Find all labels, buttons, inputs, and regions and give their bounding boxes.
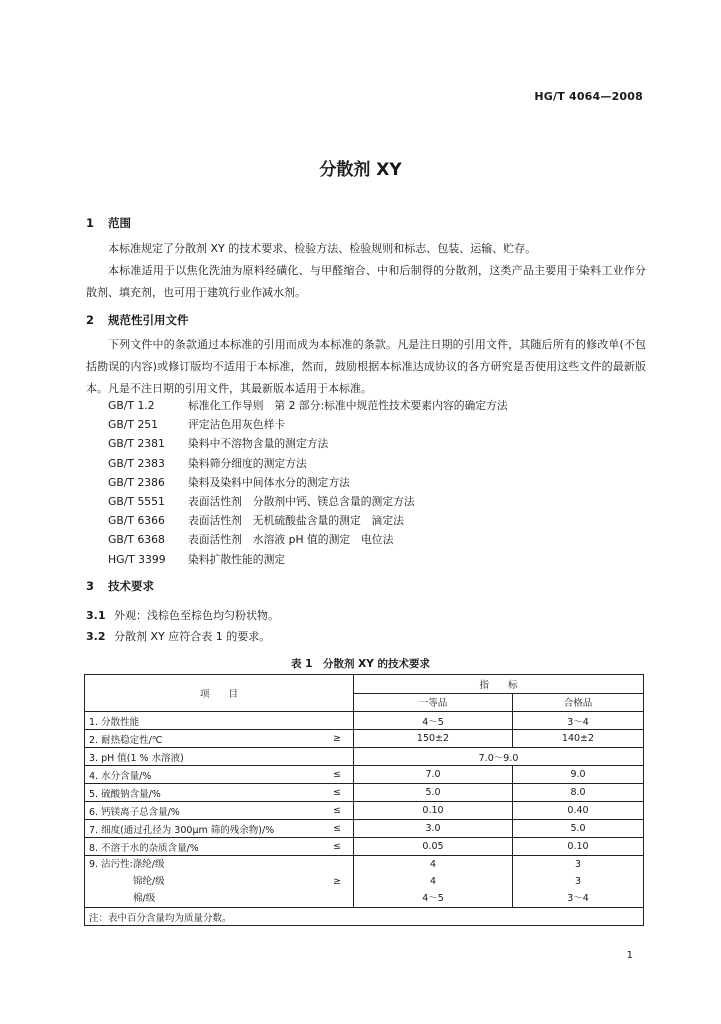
section-number: 2 [86, 313, 95, 327]
header-qualified: 合格品 [513, 693, 644, 712]
row-symbol: ≤ [321, 802, 354, 820]
section-title: 范围 [108, 216, 131, 230]
table-header-row [85, 675, 644, 694]
reference-item [108, 511, 508, 530]
staining-nylon: 锦纶/级 [133, 876, 165, 887]
table-row [85, 802, 644, 820]
table-row [85, 784, 644, 802]
reference-code: GB/T 2383 [108, 456, 165, 470]
row-symbol: ≤ [321, 820, 354, 838]
table-row [85, 766, 644, 784]
row-first-grade: 3.0 [354, 820, 513, 838]
staining-value: 4～5 [422, 893, 444, 904]
table-row [85, 712, 644, 730]
reference-title: 染料及染料中间体水分的测定方法 [188, 475, 350, 489]
row-item: 7. 细度(通过孔径为 300μm 筛的残余物)/% [85, 820, 322, 838]
row-first-grade [354, 856, 513, 908]
scope-paragraph-2: 本标准适用于以焦化洗油为原料经磺化、与甲醛缩合、中和后制得的分散剂，这类产品主要用于染料工业作分散剂、填充剂，也可用于建筑行业作减水剂。 [86, 264, 646, 299]
reference-title: 表面活性剂 分散剂中钙、镁总含量的测定方法 [188, 495, 415, 509]
reference-title: 表面活性剂 无机硫酸盐含量的测定 滴定法 [188, 514, 404, 528]
reference-item [108, 473, 508, 492]
row-first-grade: 0.05 [354, 838, 513, 856]
staining-value: 4 [429, 859, 437, 870]
clause-number: 3.2 [86, 630, 106, 643]
table-row-ph [85, 748, 644, 766]
header-item: 项 目 [85, 675, 354, 712]
standard-code: HG/T 4064—2008 [534, 90, 643, 103]
reference-code: GB/T 6366 [108, 514, 165, 528]
staining-polyester: 9. 沾污性:涤纶/级 [89, 859, 165, 870]
table-row [85, 838, 644, 856]
reference-item [108, 550, 508, 569]
row-symbol: ≥ [321, 730, 354, 748]
scope-paragraph-1: 本标准规定了分散剂 XY 的技术要求、检验方法、检验规则和标志、包装、运输、贮存。 [108, 242, 537, 255]
table-caption: 表 1 分散剂 XY 的技术要求 [291, 658, 430, 670]
requirement-3-1 [86, 607, 279, 623]
requirement-3-2 [86, 628, 270, 644]
row-symbol: ≥ [321, 856, 354, 908]
reference-code: GB/T 1.2 [108, 399, 155, 412]
reference-title: 染料中不溶物含量的测定方法 [188, 437, 329, 451]
row-qualified: 0.10 [513, 838, 644, 856]
section-heading-scope [86, 215, 131, 231]
reference-item [108, 396, 508, 415]
spec-table [84, 674, 644, 926]
table-note-row [85, 908, 644, 926]
table-row-staining [85, 856, 644, 908]
staining-value: 3～4 [567, 893, 589, 904]
page-number: 1 [626, 950, 633, 961]
table-row [85, 730, 644, 748]
row-first-grade: 0.10 [354, 802, 513, 820]
reference-item [108, 454, 508, 473]
staining-value: 4 [429, 876, 437, 887]
reference-title: 染料筛分细度的测定方法 [188, 456, 307, 470]
section-heading-requirements [86, 578, 154, 594]
reference-list [108, 396, 508, 569]
reference-code: GB/T 5551 [108, 495, 165, 509]
row-item: 3. pH 值(1 % 水溶液) [85, 748, 322, 766]
section-heading-references [86, 312, 189, 328]
row-ph-value: 7.0～9.0 [354, 748, 644, 766]
reference-title: 评定沾色用灰色样卡 [188, 418, 286, 432]
row-item: 5. 硫酸钠含量/% [85, 784, 322, 802]
reference-item [108, 434, 508, 453]
row-item: 2. 耐热稳定性/℃ [85, 730, 322, 748]
table-row [85, 820, 644, 838]
section-number: 1 [86, 216, 95, 230]
row-item: 8. 不溶于水的杂质含量/% [85, 838, 322, 856]
reference-title: 染料扩散性能的测定 [188, 552, 286, 566]
staining-cotton: 棉/级 [133, 893, 156, 904]
staining-value: 3 [574, 876, 582, 887]
row-symbol [321, 748, 354, 766]
reference-code: GB/T 6368 [108, 533, 165, 547]
row-symbol: ≤ [321, 766, 354, 784]
row-first-grade: 150±2 [354, 730, 513, 748]
row-item: 1. 分散性能 [85, 712, 322, 730]
document-title: 分散剂 XY [319, 160, 402, 180]
row-qualified: 0.40 [513, 802, 644, 820]
reference-code: GB/T 2381 [108, 437, 165, 451]
reference-item [108, 530, 508, 549]
row-first-grade: 7.0 [354, 766, 513, 784]
header-first-grade: 一等品 [354, 693, 513, 712]
row-item: 4. 水分含量/% [85, 766, 322, 784]
reference-code: HG/T 3399 [108, 552, 166, 566]
row-qualified: 140±2 [513, 730, 644, 748]
row-qualified [513, 856, 644, 908]
references-paragraph: 下列文件中的条款通过本标准的引用而成为本标准的条款。凡是注日期的引用文件，其随后所有的修改单(不包括勘误的内容)或修订版均不适用于本标准，然而，鼓励根据本标准达成协议的各方研究是否使用这些文件的最新版本。凡是不注日期的引用文件，其最新版本适用于本标准。 [86, 338, 646, 395]
section-title: 技术要求 [108, 579, 154, 593]
reference-item [108, 415, 508, 434]
row-symbol: ≤ [321, 838, 354, 856]
row-first-grade: 4～5 [354, 712, 513, 730]
row-symbol: ≤ [321, 784, 354, 802]
row-symbol [321, 712, 354, 730]
row-qualified: 9.0 [513, 766, 644, 784]
reference-code: GB/T 251 [108, 418, 159, 432]
clause-text: 分散剂 XY 应符合表 1 的要求。 [114, 630, 271, 643]
section-title: 规范性引用文件 [108, 313, 189, 327]
row-item [85, 856, 322, 908]
reference-code: GB/T 2386 [108, 475, 165, 489]
clause-text: 外观：浅棕色至棕色均匀粉状物。 [114, 609, 279, 622]
table-note: 注：表中百分含量均为质量分数。 [85, 908, 644, 926]
reference-title: 标准化工作导则 第 2 部分:标准中规范性技术要素内容的确定方法 [188, 399, 508, 412]
staining-value: 3 [574, 859, 582, 870]
row-first-grade: 5.0 [354, 784, 513, 802]
reference-title: 表面活性剂 水溶液 pH 值的测定 电位法 [188, 533, 394, 547]
row-qualified: 8.0 [513, 784, 644, 802]
row-qualified: 3～4 [513, 712, 644, 730]
clause-number: 3.1 [86, 609, 106, 622]
section-number: 3 [86, 579, 95, 593]
header-index: 指 标 [354, 675, 644, 694]
row-qualified: 5.0 [513, 820, 644, 838]
reference-item [108, 492, 508, 511]
row-item: 6. 钙镁离子总含量/% [85, 802, 322, 820]
